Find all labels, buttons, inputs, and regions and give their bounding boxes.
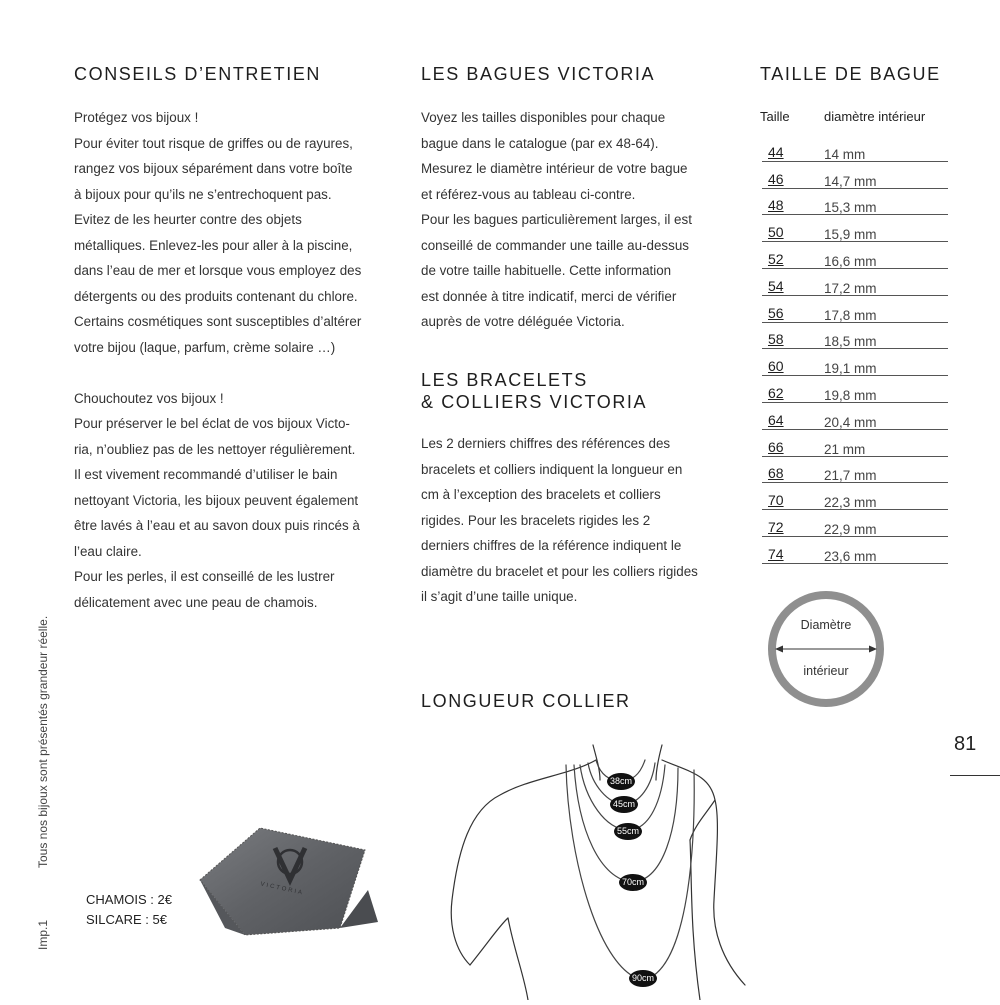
text-line: est donnée à titre indicatif, merci de vérifier <box>421 288 677 304</box>
text-line: l’eau claire. <box>74 543 142 559</box>
text-line: rangez vos bijoux séparément dans votre boîte <box>74 161 353 176</box>
text-line: Pour les perles, il est conseillé de les lustrer <box>74 569 335 584</box>
text-line: cm à l’exception des bracelets et colliers <box>421 487 661 502</box>
size-row <box>762 429 948 457</box>
text-line: Chouchoutez vos bijoux ! <box>74 390 224 406</box>
rings-text <box>421 105 731 335</box>
necklace-title: LONGUEUR COLLIER <box>421 691 631 711</box>
real-size-note: Tous nos bijoux sont présentés grandeur réelle. <box>36 615 50 868</box>
ring-diameter: 15,9 mm <box>824 227 877 243</box>
text-line: Certains cosmétiques sont susceptibles d’altérer <box>74 314 362 329</box>
ring-diameter: 15,3 mm <box>824 200 877 216</box>
text-line: Protégez vos bijoux ! <box>74 110 199 125</box>
size-row <box>762 214 948 242</box>
ring-diameter: 18,5 mm <box>824 334 877 350</box>
diagram-label-top: Diamètre <box>800 618 852 632</box>
ring-diameter: 22,9 mm <box>824 521 877 537</box>
bust-illustration <box>440 740 750 1000</box>
text-line: délicatement avec une peau de chamois. <box>74 594 318 610</box>
size-row <box>762 161 948 189</box>
bracelets-title <box>421 369 647 413</box>
text-line: détergents ou des produits contenant du chlore. <box>74 288 358 304</box>
text-line: auprès de votre déléguée Victoria. <box>421 314 625 329</box>
text-line: nettoyant Victoria, les bijoux peuvent également <box>74 492 359 508</box>
text-line: Mesurez le diamètre intérieur de votre bague <box>421 161 688 176</box>
price-silcare: SILCARE : 5€ <box>86 912 167 927</box>
necklace-length-badge: 55cm <box>614 823 642 840</box>
polishing-cloth <box>190 810 390 950</box>
text-line: il s’agit d’une taille unique. <box>421 589 578 604</box>
ring-size: 54 <box>768 277 784 294</box>
ring-diameter: 23,6 mm <box>824 548 877 564</box>
size-row <box>762 268 948 296</box>
ring-diameter: 16,6 mm <box>824 253 877 269</box>
size-row <box>762 241 948 269</box>
size-row <box>762 375 948 403</box>
cloth-brand: VICTORIA <box>259 881 305 897</box>
ring-size: 52 <box>768 250 784 267</box>
text-line: et référez-vous au tableau ci-contre. <box>421 186 636 202</box>
bracelets-title-line2: & COLLIERS VICTORIA <box>421 392 648 412</box>
size-row <box>762 402 948 430</box>
size-row <box>762 322 948 350</box>
size-row <box>762 188 948 216</box>
price-chamois: CHAMOIS : 2€ <box>86 892 172 907</box>
ring-size: 58 <box>768 331 784 348</box>
size-row <box>762 456 948 484</box>
text-line: bague dans le catalogue (par ex 48-64). <box>421 135 659 151</box>
ring-diameter: 22,3 mm <box>824 495 877 511</box>
size-row <box>762 134 948 162</box>
text-line: Pour éviter tout risque de griffes ou de rayures, <box>74 135 353 151</box>
ring-size: 60 <box>768 358 784 375</box>
ring-size-title: TAILLE DE BAGUE <box>760 64 941 84</box>
ring-size: 46 <box>768 170 784 187</box>
ring-size: 66 <box>768 438 784 455</box>
text-line: diamètre du bracelet et pour les colliers rigides <box>421 563 698 579</box>
ring-diameter: 17,8 mm <box>824 307 877 323</box>
ring-size-table <box>762 134 950 574</box>
imprint-note: Imp.1 <box>36 919 50 950</box>
text-line: Voyez les tailles disponibles pour chaque <box>421 110 666 125</box>
text-line: votre bijou (laque, parfum, crème solaire …) <box>74 339 336 355</box>
cloth-image <box>190 810 390 950</box>
ring-size: 72 <box>768 518 784 535</box>
bracelets-text <box>421 431 731 610</box>
text-line: conseillé de commander une taille au-dessus <box>421 237 689 253</box>
ring-size: 70 <box>768 492 784 509</box>
ring-diameter: 21,7 mm <box>824 468 877 484</box>
text-line: dans l’eau de mer et lorsque vous employez des <box>74 263 362 278</box>
size-row <box>762 482 948 510</box>
ring-diameter: 14,7 mm <box>824 173 877 189</box>
ring-size: 56 <box>768 304 784 321</box>
text-line: métalliques. Enlevez-les pour aller à la piscine, <box>74 237 353 253</box>
text-line: être lavés à l’eau et au savon doux puis rincés à <box>74 518 360 533</box>
ring-size: 68 <box>768 465 784 482</box>
necklace-length-badge: 38cm <box>607 773 635 790</box>
text-line: Pour préserver le bel éclat de vos bijoux Victo- <box>74 416 350 431</box>
necklace-figure <box>440 740 750 1000</box>
text-line: rigides. Pour les bracelets rigides les 2 <box>421 512 651 528</box>
page-number: 81 <box>954 733 977 755</box>
ring-size: 50 <box>768 224 784 241</box>
size-row <box>762 295 948 323</box>
ring-size: 44 <box>768 143 784 160</box>
size-row <box>762 348 948 376</box>
rings-title: LES BAGUES VICTORIA <box>421 64 656 84</box>
ring-size: 62 <box>768 384 784 401</box>
ring-size: 74 <box>768 545 784 562</box>
text-line: Il est vivement recommandé d’utiliser le bain <box>74 467 338 482</box>
care-text <box>74 105 404 615</box>
text-line: Evitez de les heurter contre des objets <box>74 212 302 227</box>
ring-diameter: 19,8 mm <box>824 387 877 403</box>
diagram-label-bottom: intérieur <box>803 664 849 678</box>
text-line <box>74 360 404 386</box>
ring-diameter: 17,2 mm <box>824 280 877 296</box>
ring-diameter: 21 mm <box>824 441 866 457</box>
ring-diameter: 20,4 mm <box>824 414 877 430</box>
necklace-length-badge: 90cm <box>629 970 657 987</box>
ring-size: 64 <box>768 411 784 428</box>
col-diameter-label: diamètre intérieur <box>824 109 926 124</box>
necklace-length-badge: 45cm <box>610 796 638 813</box>
page-number-rule <box>950 775 1000 776</box>
ring-icon <box>766 589 886 709</box>
care-title: CONSEILS D’ENTRETIEN <box>74 64 322 84</box>
col-size-label: Taille <box>760 109 790 124</box>
text-line: Pour les bagues particulièrement larges, il est <box>421 212 692 227</box>
necklace-length-badge: 70cm <box>619 874 647 891</box>
bracelets-title-line1: LES BRACELETS <box>421 370 588 390</box>
size-row <box>762 536 948 564</box>
text-line: Les 2 derniers chiffres des références des <box>421 436 671 451</box>
ring-diameter-diagram <box>766 589 886 709</box>
ring-size: 48 <box>768 197 784 214</box>
size-row <box>762 509 948 537</box>
ring-diameter: 14 mm <box>824 146 866 162</box>
ring-diameter: 19,1 mm <box>824 361 877 377</box>
text-line: ria, n’oubliez pas de les nettoyer régulièrement. <box>74 441 356 457</box>
ring-size-header <box>760 109 950 127</box>
price-list <box>86 890 172 930</box>
text-line: bracelets et colliers indiquent la longueur en <box>421 461 683 477</box>
text-line: à bijoux pour qu’ils ne s’entrechoquent pas. <box>74 186 332 202</box>
text-line: de votre taille habituelle. Cette information <box>421 263 672 278</box>
text-line: derniers chiffres de la référence indiquent le <box>421 538 682 553</box>
